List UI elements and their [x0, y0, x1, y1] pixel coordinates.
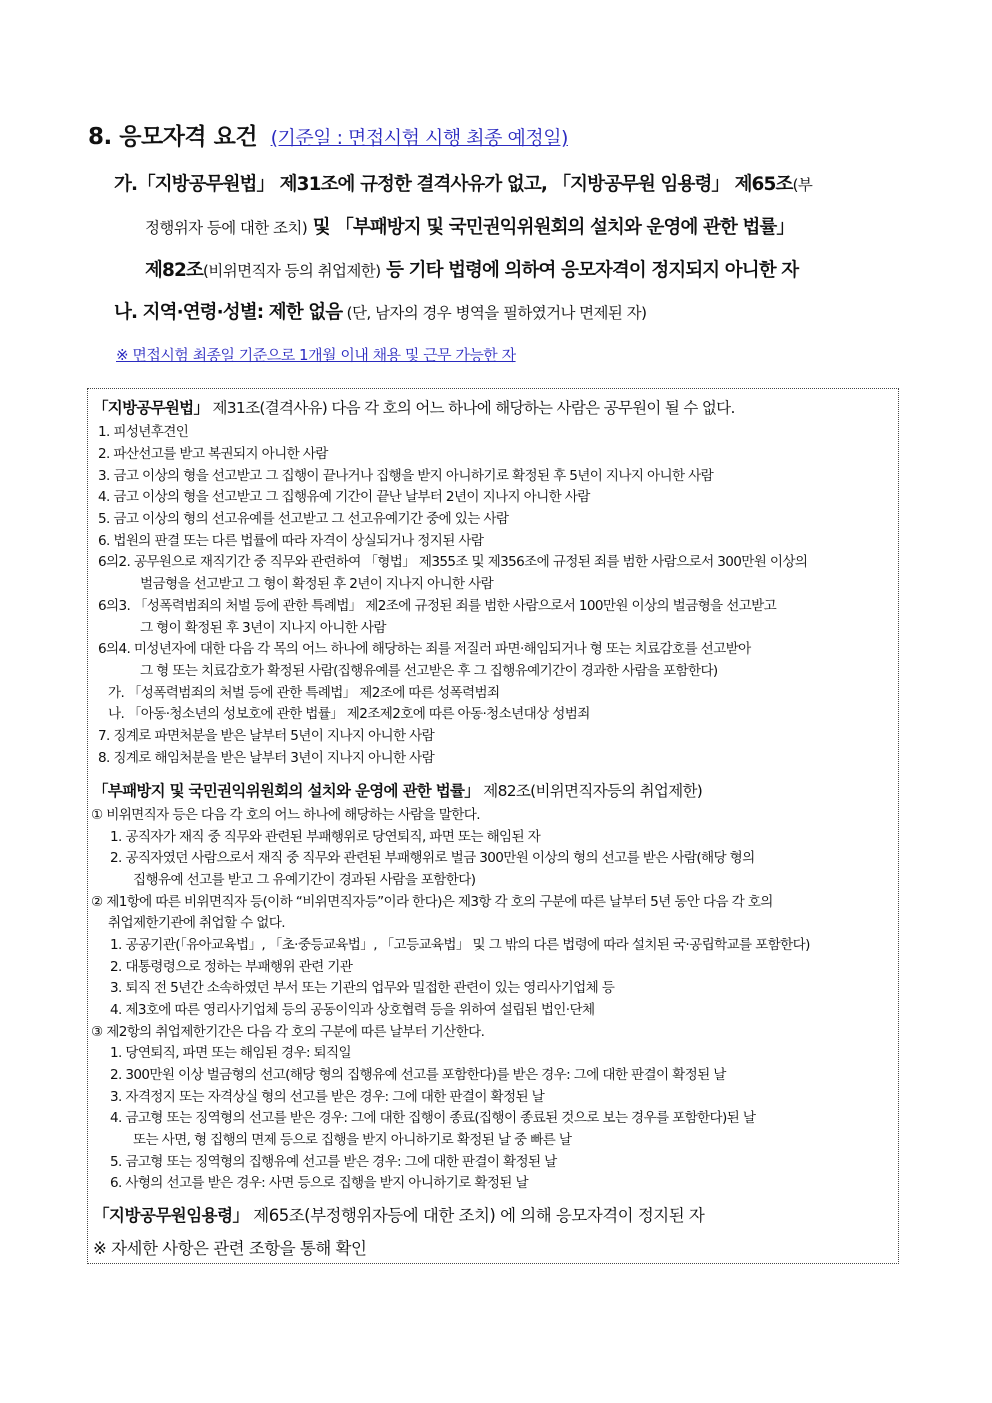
law2-paragraph: ③ 제2항의 취업제한기간은 다음 각 호의 구분에 따른 날부터 기산한다. [91, 1024, 485, 1040]
law2-item-cont: 또는 사면, 형 집행의 면제 등으로 집행을 받지 아니하기로 확정된 날 중 빠른 날 [133, 1132, 572, 1148]
law2-item: 5. 금고형 또는 징역형의 집행유예 선고를 받은 경우: 그에 대한 판결이 확정된 날 [110, 1154, 557, 1170]
law2-item-cont: 집행유예 선고를 받고 그 유예기간이 경과된 사람을 포함한다) [133, 872, 476, 888]
box-footnote: ※ 자세한 사항은 관련 조항을 통해 확인 [93, 1239, 367, 1258]
law1-header: 「지방공무원법」 제31조(결격사유) 다음 각 호의 어느 하나에 해당하는 사람은 공무원이 될 수 없다. [93, 399, 735, 417]
law1-subitem: 가. 「성폭력범죄의 처벌 등에 관한 특례법」 제2조에 따른 성폭력범죄 [108, 685, 500, 701]
law2-paragraph: ② 제1항에 따른 비위면직자 등(이하 “비위면직자등”이라 한다)은 제3항 각 호의 구분에 따른 날부터 5년 동안 다음 각 호의 [91, 894, 773, 910]
law2-header: 「부패방지 및 국민권익위원회의 설치와 운영에 관한 법률」 제82조(비위면직자등의 취업제한) [93, 782, 703, 800]
law1-item-cont: 벌금형을 선고받고 그 형이 확정된 후 2년이 지나지 아니한 사람 [140, 576, 494, 592]
law2-item: 1. 공공기관(「유아교육법」, 「초·중등교육법」, 「고등교육법」 및 그 밖의 다른 법령에 따라 설치된 국·공립학교를 포함한다) [110, 937, 810, 953]
requirement-line-3: 제82조(비위면직자 등의 취업제한) 등 기타 법령에 의하여 응모자격이 정지되지 아니한 자 [145, 260, 799, 281]
law2-item: 1. 당연퇴직, 파면 또는 해임된 경우: 퇴직일 [110, 1045, 352, 1061]
law2-item: 4. 금고형 또는 징역형의 선고를 받은 경우: 그에 대한 집행이 종료(집행이 종료된 것으로 보는 경우를 포함한다)된 날 [110, 1110, 756, 1126]
law1-item-cont: 그 형 또는 치료감호가 확정된 사람(집행유예를 선고받은 후 그 집행유예기간이 경과한 사람을 포함한다) [140, 663, 718, 679]
law2-item: 3. 자격정지 또는 자격상실 형의 선고를 받은 경우: 그에 대한 판결이 확정된 날 [110, 1089, 545, 1105]
law1-item: 6의3. 「성폭력범죄의 처벌 등에 관한 특례법」 제2조에 규정된 죄를 범한 사람으로서 100만원 이상의 벌금형을 선고받고 [98, 598, 777, 614]
requirement-line-4: 나. 지역·연령·성별: 제한 없음 (단, 남자의 경우 병역을 필하였거나 면제된 자) [114, 302, 647, 323]
availability-note: ※ 면접시험 최종일 기준으로 1개월 이내 채용 및 근무 가능한 자 [116, 346, 516, 364]
law2-item: 4. 제3호에 따른 영리사기업체 등의 공동이익과 상호협력 등을 위하여 설립된 법인·단체 [110, 1002, 595, 1018]
law2-item: 3. 퇴직 전 5년간 소속하였던 부서 또는 기관의 업무와 밀접한 관련이 있는 영리사기업체 등 [110, 980, 615, 996]
requirement-line-2: 정행위자 등에 대한 조치) 및 「부패방지 및 국민권익위원회의 설치와 운영에 관한 법률」 [145, 217, 795, 238]
law1-item: 7. 징계로 파면처분을 받은 날부터 5년이 지나지 아니한 사람 [98, 728, 435, 744]
section-title [88, 118, 568, 151]
section-reference-date: (기준일 : 면접시험 시행 최종 예정일) [270, 127, 568, 149]
law-reference-box [87, 388, 899, 1264]
law1-item: 2. 파산선고를 받고 복권되지 아니한 사람 [98, 446, 328, 462]
law1-item: 6의2. 공무원으로 재직기간 중 직무와 관련하여 「형법」 제355조 및 제356조에 규정된 죄를 범한 사람으로서 300만원 이상의 [98, 554, 808, 570]
law2-item: 2. 300만원 이상 벌금형의 선고(해당 형의 집행유예 선고를 포함한다)를 받은 경우: 그에 대한 판결이 확정된 날 [110, 1067, 726, 1083]
law1-item: 6. 법원의 판결 또는 다른 법률에 따라 자격이 상실되거나 정지된 사람 [98, 533, 484, 549]
law2-item: 1. 공직자가 재직 중 직무와 관련된 부패행위로 당연퇴직, 파면 또는 해임된 자 [110, 829, 541, 845]
law1-item: 4. 금고 이상의 형을 선고받고 그 집행유예 기간이 끝난 날부터 2년이 지나지 아니한 사람 [98, 489, 590, 505]
law2-item: 6. 사형의 선고를 받은 경우: 사면 등으로 집행을 받지 아니하기로 확정된 날 [110, 1175, 528, 1191]
section-title-text: 8. 응모자격 요건 [88, 124, 258, 150]
law2-item: 2. 대통령령으로 정하는 부패행위 관련 기관 [110, 959, 353, 975]
law1-item: 8. 징계로 해임처분을 받은 날부터 3년이 지나지 아니한 사람 [98, 750, 435, 766]
law1-subitem: 나. 「아동·청소년의 성보호에 관한 법률」 제2조제2호에 따른 아동·청소년대상 성범죄 [108, 706, 590, 722]
law1-item: 6의4. 미성년자에 대한 다음 각 목의 어느 하나에 해당하는 죄를 저질러 파면·해임되거나 형 또는 치료감호를 선고받아 [98, 641, 751, 657]
law1-item: 1. 피성년후견인 [98, 424, 189, 440]
law2-paragraph-cont: 취업제한기관에 취업할 수 없다. [108, 915, 285, 931]
law3-header: 「지방공무원임용령」 제65조(부정행위자등에 대한 조치) 에 의해 응모자격이 정지된 자 [93, 1206, 705, 1225]
law1-item: 3. 금고 이상의 형을 선고받고 그 집행이 끝나거나 집행을 받지 아니하기로 확정된 후 5년이 지나지 아니한 사람 [98, 468, 714, 484]
law2-item: 2. 공직자였던 사람으로서 재직 중 직무와 관련된 부패행위로 벌금 300만원 이상의 형의 선고를 받은 사람(해당 형의 [110, 850, 755, 866]
law1-item-cont: 그 형이 확정된 후 3년이 지나지 아니한 사람 [140, 620, 386, 636]
requirement-line-1: 가.「지방공무원법」 제31조에 규정한 결격사유가 없고, 「지방공무원 임용령」 제65조(부 [114, 174, 813, 195]
law1-item: 5. 금고 이상의 형의 선고유예를 선고받고 그 선고유예기간 중에 있는 사람 [98, 511, 509, 527]
law2-paragraph: ① 비위면직자 등은 다음 각 호의 어느 하나에 해당하는 사람을 말한다. [91, 807, 480, 823]
